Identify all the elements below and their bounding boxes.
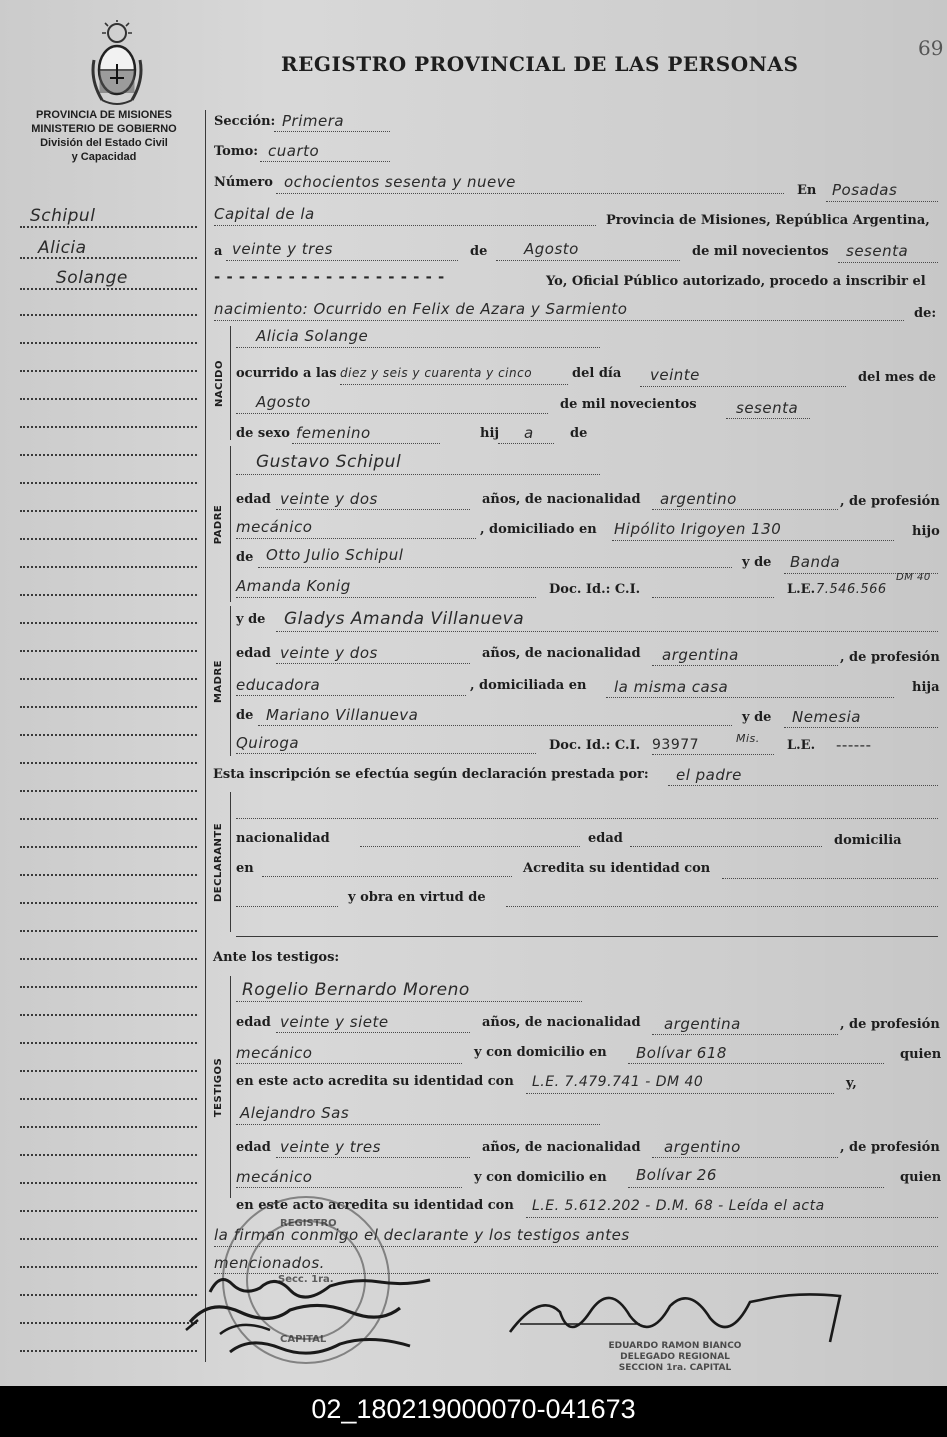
madre-le-label: L.E. bbox=[787, 738, 816, 753]
madre-prof-line bbox=[236, 695, 466, 696]
madre-nac-line bbox=[652, 665, 838, 666]
stamp-text-3: CAPITAL bbox=[280, 1334, 327, 1345]
testigo2-nac-label: años, de nacionalidad bbox=[482, 1140, 641, 1155]
padre-madre-de-2: Amanda Konig bbox=[236, 577, 351, 595]
testigo1-dom-value: Bolívar 618 bbox=[636, 1044, 727, 1062]
madre-doc-label: Doc. Id.: C.I. bbox=[549, 738, 641, 753]
declarante-edad-label: edad bbox=[588, 831, 623, 846]
testigo2-dom-line bbox=[628, 1187, 884, 1188]
testigo2-doc-line bbox=[526, 1217, 938, 1218]
testigo1-prof-value: mecánico bbox=[236, 1044, 313, 1062]
padre-edad-line bbox=[276, 509, 470, 510]
dash-fill: - - - - - - - - - - - - - - - - - - - bbox=[214, 268, 445, 286]
ocurrido-label: ocurrido a las bbox=[236, 366, 337, 381]
padre-bracket bbox=[230, 446, 231, 602]
padre-prof-label: , de profesión bbox=[840, 494, 940, 509]
padre-padre-de-line bbox=[258, 567, 732, 568]
office-division: División del Estado Civil bbox=[40, 137, 168, 149]
official-stamp-role: DELEGADO REGIONAL bbox=[620, 1352, 730, 1362]
sexo-line bbox=[292, 443, 440, 444]
padre-dom-line bbox=[612, 540, 894, 541]
margin-line bbox=[20, 314, 197, 316]
nacido-anio-line bbox=[726, 418, 810, 419]
testigo2-prof-line bbox=[236, 1187, 462, 1188]
padre-nombre: Gustavo Schipul bbox=[256, 452, 402, 472]
hij-line bbox=[498, 443, 554, 444]
margin-line bbox=[20, 1238, 197, 1240]
madre-ci-value: 93977 bbox=[652, 737, 700, 753]
madre-edad-line bbox=[276, 663, 470, 664]
madre-nombre: Gladys Amanda Villanueva bbox=[284, 609, 525, 629]
testigo1-prof-label: , de profesión bbox=[840, 1017, 940, 1032]
margin-line bbox=[20, 1266, 197, 1268]
testigo1-y-label: y, bbox=[846, 1076, 857, 1091]
madre-nac-value: argentina bbox=[662, 646, 739, 664]
nacido-mes-value: Agosto bbox=[256, 393, 311, 411]
testigo1-prof-line bbox=[236, 1063, 462, 1064]
declarante-dom-label: domicilia bbox=[834, 833, 902, 848]
margin-line bbox=[20, 342, 197, 344]
seccion-value: Primera bbox=[282, 112, 345, 130]
testigo2-dom-label: y con domicilio en bbox=[474, 1170, 607, 1185]
declarante-obra-pre-line bbox=[236, 906, 338, 907]
numero-label: Número bbox=[214, 175, 273, 190]
padre-le-note: DM 40 bbox=[896, 572, 931, 583]
padre-dom-value: Hipólito Irigoyen 130 bbox=[614, 520, 782, 538]
stamp-text-1: REGISTRO bbox=[280, 1218, 337, 1229]
oficial-label: Yo, Oficial Público autorizado, procedo a inscribir el bbox=[546, 274, 926, 289]
madre-padre-de: Mariano Villanueva bbox=[266, 706, 419, 724]
mes-line bbox=[496, 260, 680, 261]
testigo1-doc: L.E. 7.479.741 - DM 40 bbox=[532, 1074, 704, 1090]
testigo1-nombre: Rogelio Bernardo Moreno bbox=[242, 980, 470, 1000]
madre-dom-value: la misma casa bbox=[614, 678, 729, 696]
margin-line bbox=[20, 1350, 197, 1352]
madre-edad-value: veinte y dos bbox=[280, 644, 378, 662]
padre-section-label: PADRE bbox=[213, 504, 225, 544]
madre-madre-de-2-line bbox=[236, 753, 536, 754]
office-heading bbox=[6, 108, 202, 164]
stamp-text-2: Secc. 1ra. bbox=[278, 1274, 334, 1285]
page-number: 69 bbox=[918, 36, 944, 60]
sexo-value: femenino bbox=[296, 424, 371, 442]
madre-dom-label: , domiciliada en bbox=[470, 678, 587, 693]
declarante-section-label: DECLARANTE bbox=[213, 822, 225, 902]
testigo1-edad-line bbox=[276, 1032, 470, 1033]
madre-padre-de-line bbox=[258, 725, 732, 726]
testigo1-nac-value: argentina bbox=[664, 1015, 741, 1033]
declarante-edad-line bbox=[630, 846, 822, 847]
madre-edad-label: edad bbox=[236, 646, 271, 661]
nacido-nombre: Alicia Solange bbox=[256, 327, 369, 345]
margin-line bbox=[20, 1070, 197, 1072]
office-province: PROVINCIA DE MISIONES bbox=[36, 109, 172, 121]
witness-signatures bbox=[180, 1264, 440, 1370]
en-label: En bbox=[797, 183, 817, 198]
hij-label: hij bbox=[480, 426, 500, 441]
nacido-bracket bbox=[230, 326, 231, 440]
margin-line bbox=[20, 1182, 197, 1184]
margin-line bbox=[20, 734, 197, 736]
tomo-label: Tomo: bbox=[214, 144, 259, 159]
padre-edad-label: edad bbox=[236, 492, 271, 507]
padre-doc-label: Doc. Id.: C.I. bbox=[549, 582, 641, 597]
padre-nombre-line bbox=[236, 474, 600, 475]
dia-value: veinte y tres bbox=[232, 240, 333, 258]
margin-line bbox=[20, 706, 197, 708]
madre-section-label: MADRE bbox=[213, 659, 225, 703]
declarante-obra-line bbox=[506, 906, 938, 907]
margin-line bbox=[20, 370, 197, 372]
testigo2-prof-value: mecánico bbox=[236, 1168, 313, 1186]
de-label: de bbox=[470, 244, 488, 259]
closing-line-1: la firman conmigo el declarante y los testigos antes bbox=[214, 1226, 630, 1244]
testigo1-nac-line bbox=[652, 1034, 838, 1035]
declaracion-value: el padre bbox=[676, 766, 742, 784]
margin-line bbox=[20, 288, 197, 290]
madre-prof-label: , de profesión bbox=[840, 650, 940, 665]
page-title: REGISTRO PROVINCIAL DE LAS PERSONAS bbox=[281, 52, 799, 76]
en-line bbox=[826, 201, 938, 202]
margin-line bbox=[20, 790, 197, 792]
testigos-ante-label: Ante los testigos: bbox=[213, 950, 340, 965]
hora-line bbox=[340, 384, 568, 385]
margin-line bbox=[20, 622, 197, 624]
margin-line bbox=[20, 958, 197, 960]
official-stamp-area: SECCION 1ra. CAPITAL bbox=[618, 1363, 732, 1373]
padre-madre-de-1: Banda bbox=[790, 553, 841, 571]
declaracion-line bbox=[668, 785, 938, 786]
declaracion-label: Esta inscripción se efectúa según declaración prestada por: bbox=[213, 767, 649, 782]
margin-line bbox=[20, 454, 197, 456]
testigo2-dom-value: Bolívar 26 bbox=[636, 1166, 717, 1184]
anio-value: sesenta bbox=[846, 242, 909, 260]
nacido-section-label: NACIDO bbox=[213, 359, 225, 407]
margin-line bbox=[20, 818, 197, 820]
margin-surname: Schipul bbox=[30, 206, 96, 226]
capital-line bbox=[214, 225, 596, 226]
nacido-anio-value: sesenta bbox=[736, 399, 799, 417]
margin-line bbox=[20, 1294, 197, 1296]
margin-line bbox=[20, 426, 197, 428]
declarante-en-label: en bbox=[236, 861, 254, 876]
margin-line bbox=[20, 482, 197, 484]
margin-line bbox=[20, 678, 197, 680]
en-value: Posadas bbox=[832, 181, 898, 199]
sexo-label: de sexo bbox=[236, 426, 290, 441]
dia-line bbox=[226, 260, 458, 261]
de-colon-label: de: bbox=[914, 306, 937, 321]
declarante-bracket bbox=[230, 792, 231, 932]
testigo2-nombre: Alejandro Sas bbox=[240, 1104, 350, 1122]
declarante-end-line bbox=[236, 936, 938, 937]
testigo1-nombre-line bbox=[236, 1001, 582, 1002]
tomo-line bbox=[260, 161, 390, 162]
closing-line-2: mencionados. bbox=[214, 1254, 325, 1272]
padre-padre-de: Otto Julio Schipul bbox=[266, 546, 404, 564]
testigo2-nac-value: argentino bbox=[664, 1138, 741, 1156]
testigo2-edad-value: veinte y tres bbox=[280, 1138, 381, 1156]
hecho-value: nacimiento: Ocurrido en Felix de Azara y Sarmiento bbox=[214, 300, 628, 318]
madre-madre-de-2: Quiroga bbox=[236, 734, 300, 752]
margin-line bbox=[20, 902, 197, 904]
mil-label: de mil novecientos bbox=[692, 244, 829, 259]
margin-line bbox=[20, 874, 197, 876]
madre-hija-label: hija bbox=[912, 680, 940, 695]
margin-line bbox=[20, 566, 197, 568]
testigos-bracket bbox=[230, 976, 231, 1198]
margin-line bbox=[20, 930, 197, 932]
padre-le-label: L.E. bbox=[787, 582, 816, 597]
mes-value: Agosto bbox=[524, 240, 579, 258]
madre-madre-de-1-line bbox=[784, 727, 938, 728]
margin-line bbox=[20, 257, 197, 259]
declarante-acredita-label: Acredita su identidad con bbox=[523, 861, 711, 876]
seccion-label: Sección: bbox=[214, 114, 276, 129]
madre-ci-line bbox=[652, 754, 774, 755]
nacido-dia-value: veinte bbox=[650, 366, 700, 384]
margin-line bbox=[20, 1126, 197, 1128]
padre-le-value: 7.546.566 bbox=[816, 582, 887, 597]
padre-ci-line bbox=[652, 597, 774, 598]
anio-line bbox=[838, 262, 938, 263]
margin-line bbox=[20, 986, 197, 988]
padre-hijo-label: hijo bbox=[912, 524, 940, 539]
testigo1-doc-line bbox=[526, 1093, 834, 1094]
del-dia-label: del día bbox=[572, 366, 622, 381]
testigo1-quien-label: quien bbox=[900, 1047, 942, 1062]
margin-line bbox=[20, 510, 197, 512]
madre-ci-note: Mis. bbox=[736, 732, 760, 745]
margin-line bbox=[20, 1098, 197, 1100]
declarante-nac-line bbox=[360, 846, 580, 847]
padre-de-label: de bbox=[236, 550, 254, 565]
madre-y-de-label: y de bbox=[236, 612, 266, 627]
testigo2-prof-label: , de profesión bbox=[840, 1140, 940, 1155]
padre-prof-line bbox=[236, 538, 476, 539]
testigo2-edad-label: edad bbox=[236, 1140, 271, 1155]
margin-line bbox=[20, 1014, 197, 1016]
testigo2-edad-line bbox=[276, 1157, 470, 1158]
testigo2-acredita-label: en este acto acredita su identidad con bbox=[236, 1198, 514, 1213]
declarante-nac-label: nacionalidad bbox=[236, 831, 330, 846]
madre-madre-de-1: Nemesia bbox=[792, 708, 861, 726]
testigo2-quien-label: quien bbox=[900, 1170, 942, 1185]
margin-line bbox=[20, 1154, 197, 1156]
padre-edad-value: veinte y dos bbox=[280, 490, 378, 508]
coat-of-arms-icon bbox=[88, 20, 146, 108]
provincia-label: Provincia de Misiones, República Argentina, bbox=[606, 213, 930, 228]
margin-second-name: Solange bbox=[56, 268, 128, 288]
margin-line bbox=[20, 538, 197, 540]
declarante-obra-label: y obra en virtud de bbox=[348, 890, 486, 905]
numero-value: ochocientos sesenta y nueve bbox=[284, 173, 516, 191]
official-stamp-name: EDUARDO RAMON BIANCO bbox=[608, 1341, 742, 1351]
seccion-line bbox=[274, 131, 390, 132]
office-capacity: y Capacidad bbox=[71, 151, 137, 163]
testigo1-dom-label: y con domicilio en bbox=[474, 1045, 607, 1060]
madre-de-label: de bbox=[236, 708, 254, 723]
footer-code: 02_180219000070-041673 bbox=[0, 1386, 947, 1437]
testigo1-edad-label: edad bbox=[236, 1015, 271, 1030]
margin-line bbox=[20, 1322, 197, 1324]
padre-madre-de-2-line bbox=[236, 597, 536, 598]
a-label: a bbox=[214, 244, 223, 259]
padre-y-de-label: y de bbox=[742, 555, 772, 570]
madre-le-value: ------ bbox=[836, 736, 872, 754]
madre-nac-label: años, de nacionalidad bbox=[482, 646, 641, 661]
madre-y-de2-label: y de bbox=[742, 710, 772, 725]
madre-prof-value: educadora bbox=[236, 676, 321, 694]
nacido-de-label: de bbox=[570, 426, 588, 441]
margin-line bbox=[20, 650, 197, 652]
margin-line bbox=[20, 226, 197, 228]
testigos-section-label: TESTIGOS bbox=[213, 1057, 225, 1117]
hora-value: diez y seis y cuarenta y cinco bbox=[340, 366, 533, 380]
capital-value: Capital de la bbox=[214, 205, 315, 223]
margin-first-name: Alicia bbox=[38, 238, 87, 258]
main-border-line bbox=[205, 110, 206, 1362]
margin-line bbox=[20, 1210, 197, 1212]
tomo-value: cuarto bbox=[268, 142, 320, 160]
padre-nac-value: argentino bbox=[660, 490, 737, 508]
declarante-nombre-line bbox=[236, 818, 938, 819]
margin-line bbox=[20, 846, 197, 848]
margin-line bbox=[20, 398, 197, 400]
nacido-dia-line bbox=[640, 386, 846, 387]
padre-prof-value: mecánico bbox=[236, 518, 313, 536]
del-mes-label: del mes de bbox=[858, 370, 937, 385]
testigo2-doc: L.E. 5.612.202 - D.M. 68 - Leída el acta bbox=[532, 1198, 825, 1214]
hecho-line bbox=[214, 320, 904, 321]
testigo1-nac-label: años, de nacionalidad bbox=[482, 1015, 641, 1030]
testigo1-dom-line bbox=[628, 1063, 884, 1064]
nacido-nombre-line bbox=[236, 347, 600, 348]
margin-line bbox=[20, 762, 197, 764]
margin-line bbox=[20, 594, 197, 596]
testigo1-acredita-label: en este acto acredita su identidad con bbox=[236, 1074, 514, 1089]
numero-line bbox=[276, 193, 784, 194]
office-ministry: MINISTERIO DE GOBIERNO bbox=[31, 123, 177, 135]
declarante-acredita-line bbox=[722, 878, 938, 879]
hij-value: a bbox=[524, 424, 534, 442]
declarante-en-line bbox=[262, 876, 512, 877]
padre-nac-line bbox=[652, 509, 838, 510]
margin-line bbox=[20, 1042, 197, 1044]
padre-nac-label: años, de nacionalidad bbox=[482, 492, 641, 507]
nacido-mil-label: de mil novecientos bbox=[560, 397, 697, 412]
padre-dom-label: , domiciliado en bbox=[480, 522, 597, 537]
testigo1-edad-value: veinte y siete bbox=[280, 1013, 389, 1031]
testigo2-nombre-line bbox=[236, 1124, 600, 1125]
testigo2-nac-line bbox=[652, 1157, 838, 1158]
madre-nombre-line bbox=[276, 631, 938, 632]
madre-bracket bbox=[230, 606, 231, 756]
madre-dom-line bbox=[606, 697, 894, 698]
nacido-mes-line bbox=[236, 413, 548, 414]
official-stamp bbox=[594, 1341, 756, 1374]
